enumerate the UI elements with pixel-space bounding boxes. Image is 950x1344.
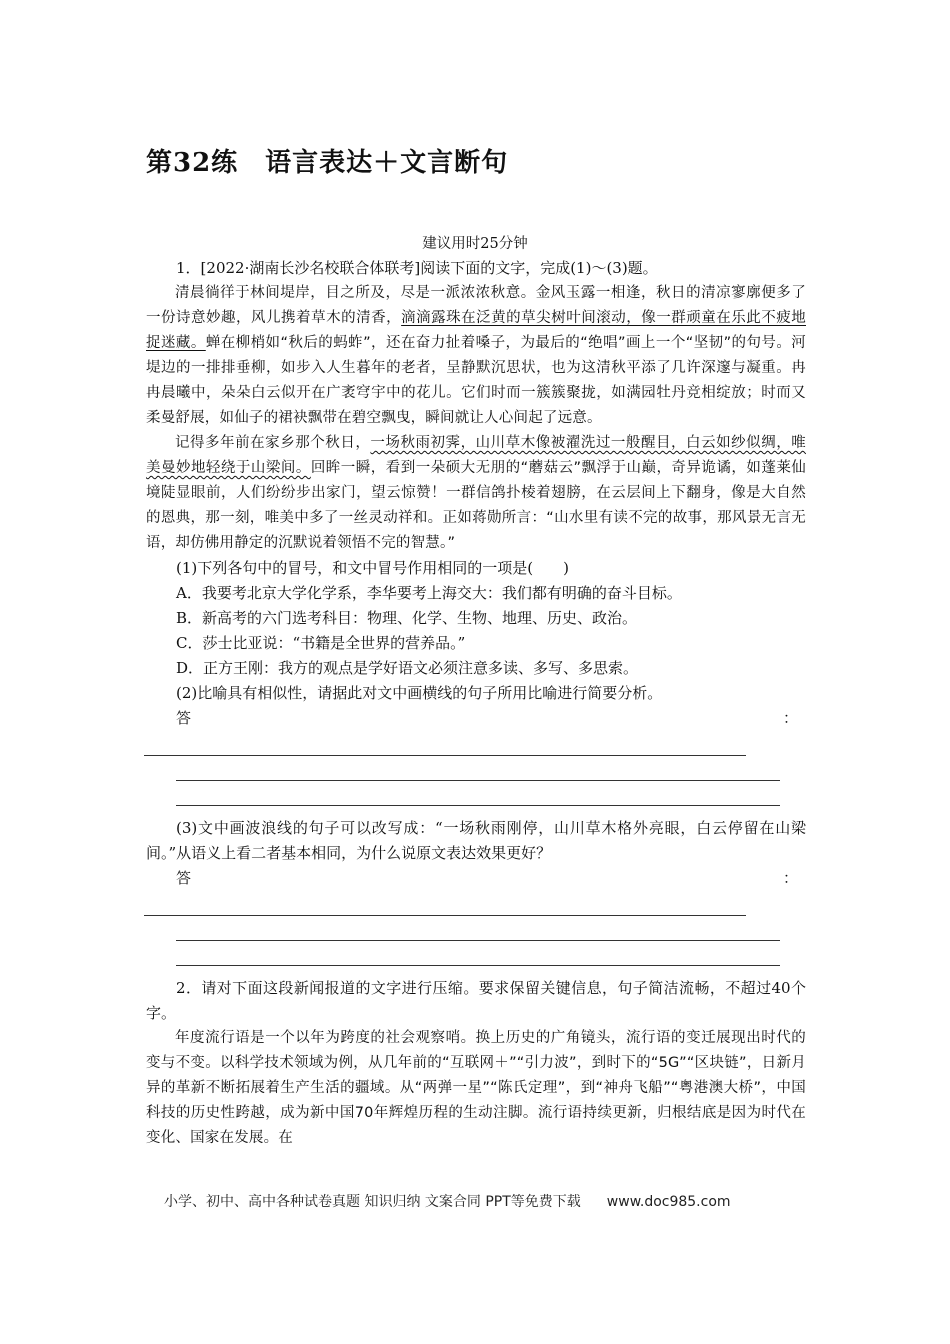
wavy-underlined-sentence: 一场秋雨初霁，山川草木像被濯洗过一般醒目，白云如纱似绸，唯美曼妙地轻绕于山梁间。: [146, 435, 806, 476]
subquestion-2-prompt: (2)比喻具有相似性，请据此对文中画横线的句子所用比喻进行简要分析。: [176, 684, 663, 702]
answer-label: 答: [176, 709, 192, 727]
question-content: [146, 256, 806, 1151]
answer-label-row: [176, 866, 806, 891]
passage-text: 记得多年前在家乡那个秋日，: [175, 435, 371, 451]
footer-site-link[interactable]: www.doc985.com: [606, 1194, 731, 1210]
passage-text: 蝉在柳梢如“秋后的蚂蚱”，还在奋力扯着嗓子，为最后的“绝唱”画上一个“坚韧”的句号。河堤边的一排排垂柳，如步入人生暮年的老者，呈静默沉思状，也为这清秋平添了几许深邃与凝重。冉冉晨曦中，朵朵白云似开在广袤穹宇中的花儿。它们时而一簇簇聚拢，如满园牡丹竞相绽放；时而又柔曼舒展，如仙子的裙袂飘带在碧空飘曳，瞬间就让人心间起了远意。: [146, 335, 806, 426]
reading-passage-paragraph-2: [146, 431, 806, 556]
news-passage: 年度流行语是一个以年为跨度的社会观察哨。换上历史的广角镜头，流行语的变迁展现出时代的变与不变。以科学技术领域为例，从几年前的“互联网＋”“引力波”，到时下的“5G”“区块链”，日新月异的革新不断拓展着生产生活的疆域。从“两弹一星”“陈氏定理”，到“神舟飞船”“粤港澳大桥”，中国科技的历史性跨越，成为新中国70年辉煌历程的生动注脚。流行语持续更新，归根结底是因为时代在变化、国家在发展。在: [146, 1030, 806, 1146]
answer-blank-line[interactable]: [176, 781, 780, 806]
footer: [164, 1191, 731, 1211]
time-note: 建议用时25分钟: [422, 236, 528, 252]
answer-blank-line[interactable]: [176, 916, 780, 941]
answer-blank-line[interactable]: [176, 941, 780, 966]
underlined-sentence: 滴滴露珠在泛黄的草尖树叶间滚动，像一群顽童在乐此不疲地捉迷藏。: [146, 310, 806, 351]
question-1-stem: 1．[2022·湖南长沙名校联合体联考]阅读下面的文字，完成(1)～(3)题。: [176, 259, 658, 277]
question-2-stem: 2．请对下面这段新闻报道的文字进行压缩。要求保留关键信息，句子简洁流畅，不超过40个字。: [146, 979, 806, 1022]
passage-text: 回眸一瞬，看到一朵硕大无朋的“蘑菇云”飘浮于山巅，奇异诡谲，如蓬莱仙境陡显眼前，人们纷纷步出家门，望云惊赞！一群信鸽扑棱着翅膀，在云层间上下翻身，像是大自然的恩典，那一刻，唯美中多了一丝灵动祥和。正如蒋勋所言：“山水里有读不完的故事，那风景无言无语，却仿佛用静定的沉默说着领悟不完的智慧。”: [146, 460, 807, 551]
answer-blank-line[interactable]: [144, 891, 746, 916]
passage-text: 清晨徜徉于林间堤岸，目之所及，尽是一派浓浓秋意。金风玉露一相逢，秋日的清凉寥廓便多了一份诗意妙趣，风儿携着草木的清香，: [146, 285, 806, 326]
answer-colon: ：: [782, 869, 798, 887]
answer-blank-line[interactable]: [176, 756, 780, 781]
subquestion-1-prompt: (1)下列各句中的冒号，和文中冒号作用相同的一项是( ): [176, 559, 569, 577]
option-c: C．莎士比亚说：“书籍是全世界的营养品。”: [176, 634, 466, 652]
option-b: B．新高考的六门选考科目：物理、化学、生物、地理、历史、政治。: [176, 609, 638, 627]
page-title: 第32练 语言表达＋文言断句: [146, 148, 509, 178]
reading-passage-paragraph-1: [146, 281, 806, 431]
answer-label: 答: [176, 869, 192, 887]
answer-blank-line[interactable]: [144, 731, 746, 756]
subquestion-3-prompt: (3)文中画波浪线的句子可以改写成：“一场秋雨刚停，山川草木格外亮眼，白云停留在山梁间。”从语义上看二者基本相同，为什么说原文表达效果更好？: [146, 819, 806, 862]
option-a: A．我要考北京大学化学系，李华要考上海交大：我们都有明确的奋斗目标。: [176, 584, 682, 602]
footer-text: 小学、初中、高中各种试卷真题 知识归纳 文案合同 PPT等免费下载: [164, 1194, 581, 1210]
answer-label-row: [176, 706, 806, 731]
option-d: D．正方王刚：我方的观点是学好语文必须注意多读、多写、多思索。: [176, 659, 639, 677]
answer-colon: ：: [782, 709, 798, 727]
